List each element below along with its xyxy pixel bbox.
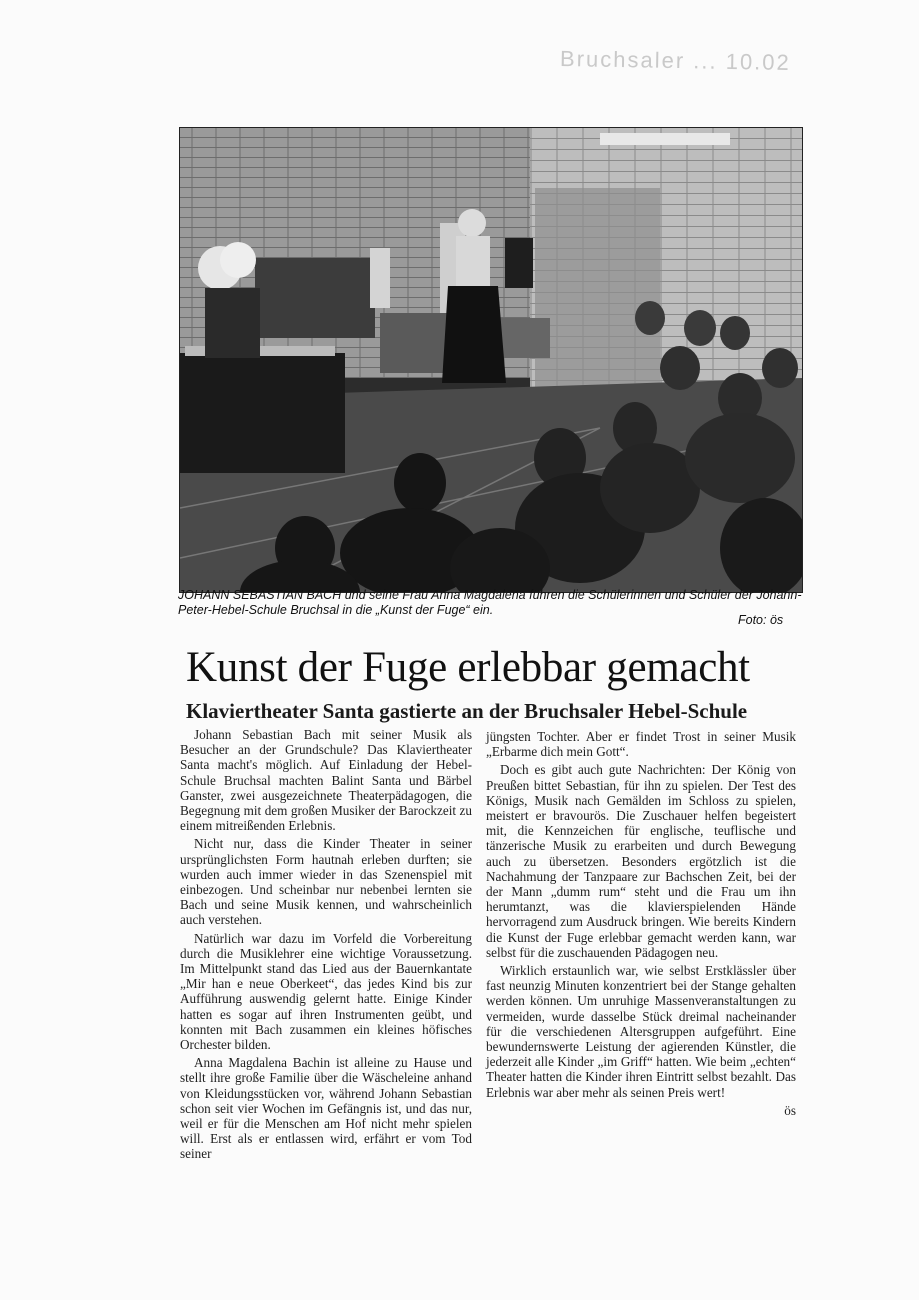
photo-image-icon <box>180 128 802 592</box>
paragraph: Anna Magdalena Bachin ist alleine zu Hause und stellt ihre große Familie über die Wäscheleine anhand von Kleidungsstücken vor, während Johann Sebastian schon seit vier Wochen im Gefängnis ist, und das nur, weil er für die Menschen am Hof nicht mehr spielen will. Erst als er entlassen wird, erfährt er vom Tod seiner <box>180 1055 472 1162</box>
article-photo <box>179 127 803 593</box>
archive-stamp: Bruchsaler ... 10.02 <box>559 45 791 76</box>
paragraph: Johann Sebastian Bach mit seiner Musik als Besucher an der Grundschule? Das Klaviertheater Santa macht's möglich. Auf Einladung der Hebel-Schule Bruchsal machten Balint Santa und Bärbel Ganster, zwei ausgezeichnete Theaterpädagogen, die Begegnung mit dem großen Musiker der Barockzeit zu einem mitreißenden Erlebnis. <box>180 727 472 834</box>
paragraph: Natürlich war dazu im Vorfeld die Vorbereitung durch die Musiklehrer eine wichtige Voraussetzung. Im Mittelpunkt stand das Lied aus der Bauernkantate „Mir han e neue Oberkeet“, das jedes Kind bis zur Aufführung auswendig gelernt hatte. Einige Kinder hatten es sogar auf ihren Instrumenten geübt, und konnten mit Bach zusammen ein kleines höfisches Orchester bilden. <box>180 930 472 1053</box>
article-column-right <box>486 729 796 1121</box>
paragraph: Nicht nur, dass die Kinder Theater in seiner ursprünglichsten Form hautnah erleben durften; sie wurden auch immer wieder in das Szenenspiel mit einbezogen. Und scheinbar nur nebenbei lernten sie Bach und seine Musik kennen, und wahrscheinlich auch verstehen. <box>180 836 472 928</box>
subheadline: Klaviertheater Santa gastierte an der Bruchsaler Hebel-Schule <box>186 699 748 723</box>
paragraph: jüngsten Tochter. Aber er findet Trost in seiner Musik „Erbarme dich mein Gott“. <box>486 729 796 760</box>
paragraph: Doch es gibt auch gute Nachrichten: Der König von Preußen bittet Sebastian, für ihn zu spielen. Der Test des Königs, Musik nach Gemälden im Schloss zu spielen, meistert er bravourös. Die Zuschauer helfen begeistert mit, die Kennzeichen für englische, teuflische und tänzerische Musik zu erarbeiten und durch Bewegung auch zu übersetzen. Besonders ergötzlich ist die Nachahmung der Tanzpaare zur Bachschen Zeit, bei der der Mann „dumm rum“ steht und die Frau um ihn herumtanzt, was die klavierspielenden Hände hervorragend zum Ausdruck bringen. Wie bereits Kindern die Kunst der Fuge erlebbar gemacht werden kann, war selbst für die zuschauenden Pädagogen neu. <box>486 762 796 960</box>
paragraph: Wirklich erstaunlich war, wie selbst Erstklässler über fast neunzig Minuten konzentriert bei der Stange gehalten werden können. Um unruhige Massenveranstaltungen zu vermeiden, wurde dasselbe Stück dreimal nacheinander für die verschiedenen Altersgruppen aufgeführt. Eine bewundernswerte Leistung der agierenden Künstler, die jederzeit alle Kinder „im Griff“ hatten. Wie beim „echten“ Theater hatten die Kinder ihren Eintritt selbst bezahlt. Das Erlebnis war aber mehr als seinen Preis wert! <box>486 963 796 1100</box>
article-column-left <box>180 727 472 1165</box>
photo-caption <box>178 588 806 618</box>
author-initials: ös <box>784 1102 796 1118</box>
caption-lead: JOHANN SEBASTIAN BACH <box>178 588 342 602</box>
caption-text: und seine Frau Anna Magdalena führen die Schülerinnen und Schüler der Johann-Peter-Hebel-Schule Bruchsal in die „Kunst der Fuge“ ein. <box>178 588 802 617</box>
headline: Kunst der Fuge erlebbar gemacht <box>186 644 750 691</box>
photo-credit: Foto: ös <box>738 613 784 627</box>
